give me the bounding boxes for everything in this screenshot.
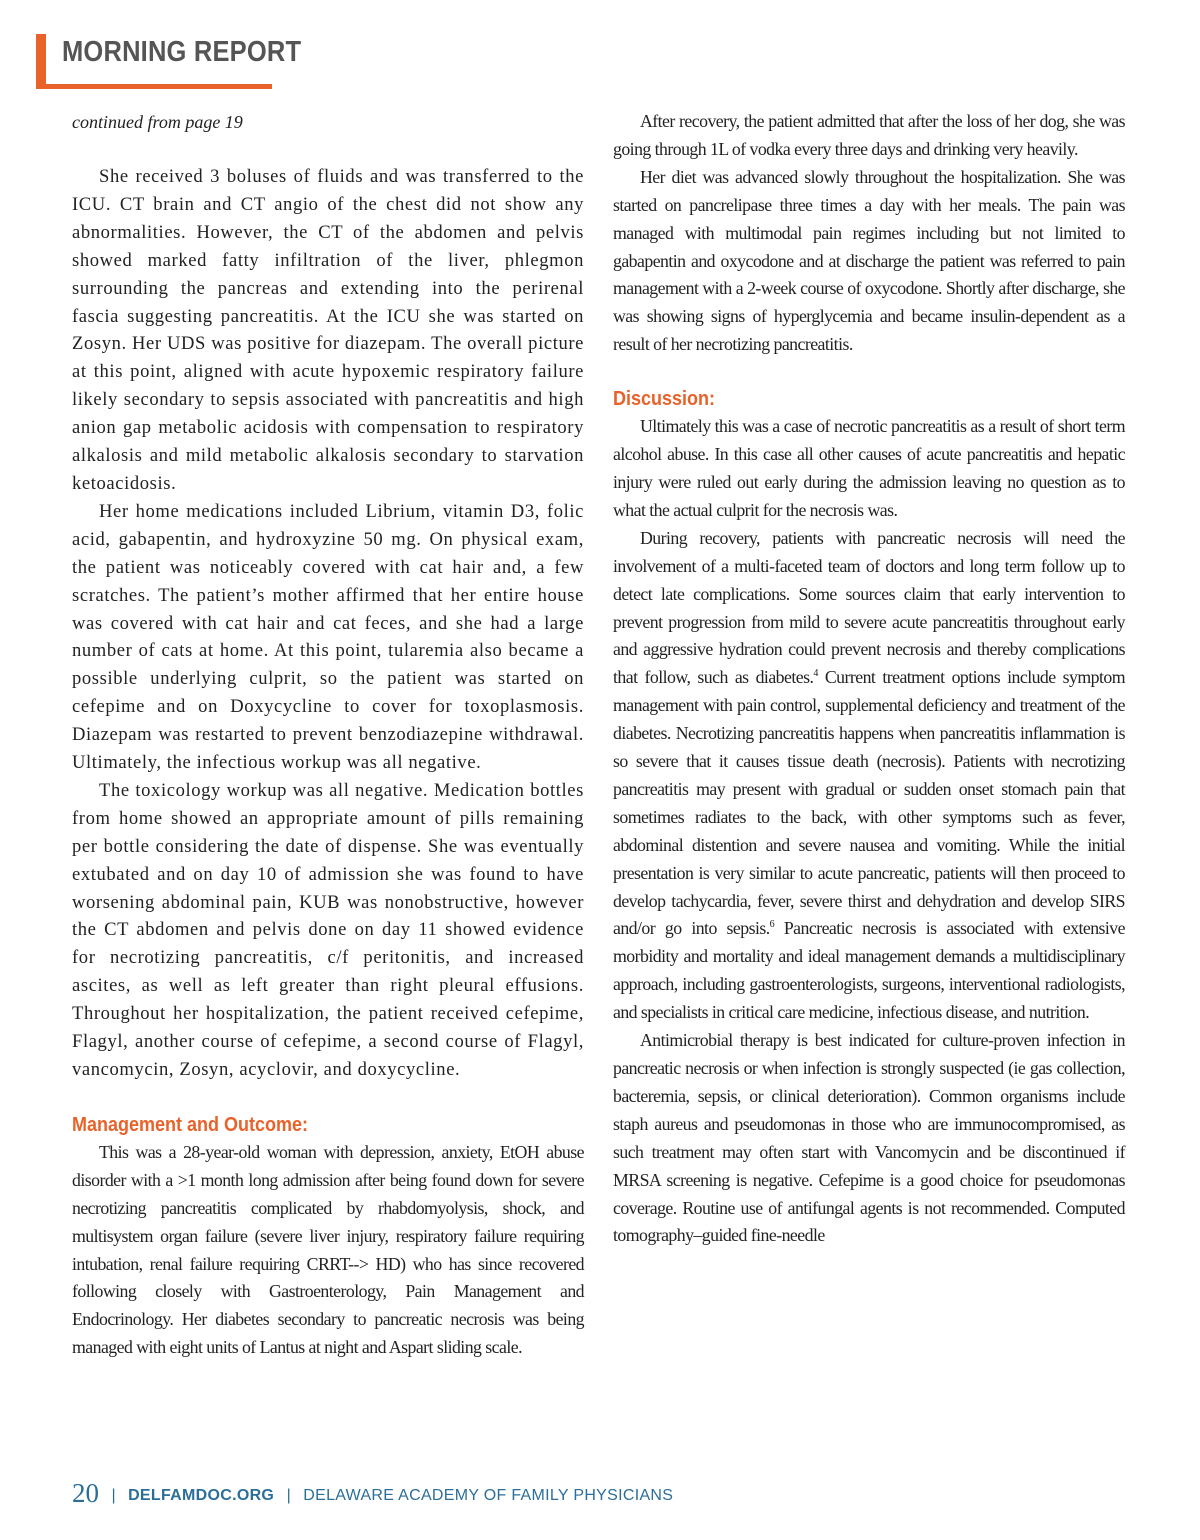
right-column <box>613 108 1125 1250</box>
footer-site-link[interactable]: DELFAMDOC.ORG <box>128 1487 275 1504</box>
continued-note: continued from page 19 <box>72 112 243 132</box>
page-footer <box>72 1478 673 1511</box>
management-paragraph: This was a 28-year-old woman with depression, anxiety, EtOH abuse disorder with a >1 month long admission after being found down for severe necrotizing pancreatitis complicated by rhabdomyolysis, shock, and multisystem organ failure (severe liver injury, respiratory failure requiring intubation, renal failure requiring CRRT--> HD) who has since recovered following closely with Gastroenterology, Pain Management and Endocrinology. Her diabetes secondary to pancreatic necrosis was being managed with eight units of Lantus at night and Aspart sliding scale. <box>72 1141 584 1358</box>
discussion-paragraph: Antimicrobial therapy is best indicated for culture-proven infection in pancreatic necrosis or when infection is strongly suspected (ie gas collection, bacteremia, sepsis, or clinical deterioration). Common organisms include staph aureus and pseudomonas in those who are immunocompromised, as such treatment may often start with Vancomycin and be discontinued if MRSA screening is negative. Cefepime is a good choice for pseudomonas coverage. Routine use of antifungal agents is not recommended. Computed tomography–guided fine-needle <box>613 1030 1125 1246</box>
discussion-heading: Discussion: <box>613 388 716 411</box>
body-paragraph: The toxicology workup was all negative. Medication bottles from home showed an appropriate amount of pills remaining per bottle considering the date of dispense. She was eventually extubated and on day 10 of admission she was found to have worsening abdominal pain, KUB was nonobstructive, however the CT abdomen and pelvis done on day 11 showed evidence for necrotizing pancreatitis, c/f peritonitis, and increased ascites, as well as left greater than right pleural effusions. Throughout her hospitalization, the patient received cefepime, Flagyl, another course of cefepime, a second course of Flagyl, vancomycin, Zosyn, acyclovir, and doxycycline. <box>72 779 584 1080</box>
header-accent-bar <box>36 34 46 89</box>
body-paragraph: Her diet was advanced slowly throughout the hospitalization. She was started on pancrelipase three times a day with her meals. The pain was managed with multimodal pain regimes including but not limited to gabapentin and oxycodone and at discharge the patient was referred to pain management with a 2-week course of oxycodone. Shortly after discharge, she was showing signs of hyperglycemia and became insulin-dependent as a result of her necrotizing pancreatitis. <box>613 166 1125 355</box>
management-heading: Management and Outcome: <box>72 1113 309 1136</box>
reference-marker: 4 <box>813 668 818 680</box>
footer-organization: DELAWARE ACADEMY OF FAMILY PHYSICIANS <box>303 1487 674 1504</box>
footer-separator: | <box>286 1487 291 1504</box>
discussion-text: Current treatment options include symptom management with pain control, supplemental deficiency and treatment of the diabetes. Necrotizing pancreatitis happens when pancreatitis inflammation is so severe that it causes tissue death (necrosis). Patients with necrotizing pancreatitis may present with gradual or sudden onset stomach pain that sometimes radiates to the back, with other symptoms such as fever, abdominal distention and severe nausea and vomiting. While the initial presentation is very similar to acute pancreatic, patients will then proceed to develop tachycardia, fever, severe thirst and dehydration and develop SIRS and/or go into sepsis. <box>613 667 1125 939</box>
section-title: MORNING REPORT <box>62 36 302 68</box>
page-number: 20 <box>72 1478 99 1508</box>
body-paragraph: After recovery, the patient admitted that after the loss of her dog, she was going through 1L of vodka every three days and drinking very heavily. <box>613 111 1125 159</box>
body-paragraph: She received 3 boluses of fluids and was transferred to the ICU. CT brain and CT angio of the chest did not show any abnormalities. However, the CT of the abdomen and pelvis showed marked fatty infiltration of the liver, phlegmon surrounding the pancreas and extending into the perirenal fascia suggesting pancreatitis. At the ICU she was started on Zosyn. Her UDS was positive for diazepam. The overall picture at this point, aligned with acute hypoxemic respiratory failure likely secondary to sepsis associated with pancreatitis and high anion gap metabolic acidosis with compensation to respiratory alkalosis and mild metabolic alkalosis secondary to starvation ketoacidosis. <box>72 166 584 494</box>
header-accent-underline <box>36 84 272 89</box>
discussion-text: During recovery, patients with pancreatic necrosis will need the involvement of a multi-faceted team of doctors and long term follow up to detect late complications. Some sources claim that early intervention to prevent progression from mild to severe acute pancreatitis throughout early and aggressive hydration could prevent necrosis and thereby complications that follow, such as diabetes. <box>613 527 1125 688</box>
footer-separator: | <box>111 1487 116 1504</box>
body-paragraph: Her home medications included Librium, vitamin D3, folic acid, gabapentin, and hydroxyzine 50 mg. On physical exam, the patient was noticeably covered with cat hair and, a few scratches. The patient’s mother affirmed that her entire house was covered with cat hair and cat feces, and she had a large number of cats at home. At this point, tularemia also became a possible underlying culprit, so the patient was started on cefepime and on Doxycycline to cover for toxoplasmosis. Diazepam was restarted to prevent benzodiazepine withdrawal. Ultimately, the infectious workup was all negative. <box>72 500 584 774</box>
discussion-paragraph <box>613 525 1125 1027</box>
discussion-text: Pancreatic necrosis is associated with extensive morbidity and mortality and ideal management demands a multidisciplinary approach, including gastroenterologists, surgeons, interventional radiologists, and specialists in critical care medicine, infectious disease, and nutrition. <box>613 918 1125 1023</box>
reference-marker: 6 <box>769 919 775 931</box>
discussion-paragraph: Ultimately this was a case of necrotic pancreatitis as a result of short term alcohol abuse. In this case all other causes of acute pancreatitis and hepatic injury were ruled out early during the admission leaving no question as to what the actual culprit for the necrosis was. <box>613 416 1125 520</box>
left-column <box>72 108 584 1362</box>
